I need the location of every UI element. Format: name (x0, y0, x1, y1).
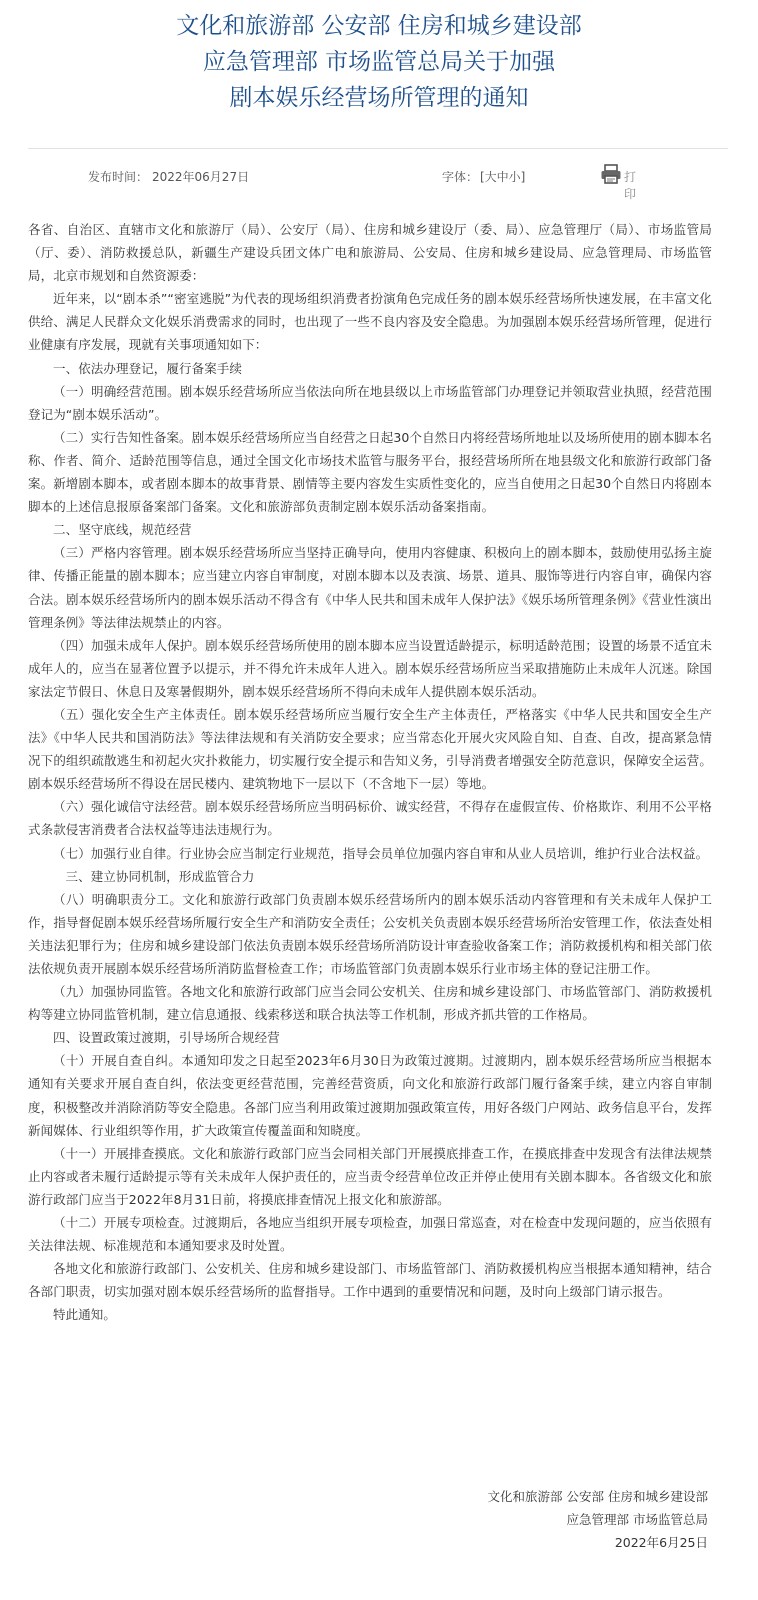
signature-line: 应急管理部 市场监管总局 (566, 1512, 708, 1527)
body-paragraph: （十一）开展排查摸底。文化和旅游行政部门应当会同相关部门开展摸底排查工作，在摸底排查中发现含有法律法规禁止内容或者未履行适龄提示等有关未成年人保护责任的，应当责令经营单位改正并停止使用有关剧本脚本。各省级文化和旅游行政部门应当于2022年8月31日前，将摸底排查情况上报文化和旅游部。 (28, 1145, 712, 1207)
title-divider (28, 148, 728, 149)
section-heading: 二、坚守底线，规范经营 (53, 522, 192, 538)
body-paragraph: （八）明确职责分工。文化和旅游行政部门负责剧本娱乐经营场所内的剧本娱乐活动内容管理和有关未成年人保护工作，指导督促剧本娱乐经营场所履行安全生产和消防安全责任；公安机关负责剧本娱乐经营场所治安管理工作，依法查处相关违法犯罪行为；住房和城乡建设部门依法负责剧本娱乐经营场所消防设计审查验收备案工作；消防救援机构和相关部门依法依规负责开展剧本娱乐经营场所消防监督检查工作；市场监管部门负责剧本娱乐行业市场主体的登记注册工作。 (28, 891, 712, 976)
section-heading: 三、建立协同机制，形成监管合力 (65, 868, 255, 884)
body-paragraph: （三）严格内容管理。剧本娱乐经营场所应当坚持正确导向，使用内容健康、积极向上的剧本脚本，鼓励使用弘扬主旋律、传播正能量的剧本脚本；应当建立内容自审制度，对剧本脚本以及表演、场景、道具、服饰等进行内容自审，确保内容合法。剧本娱乐经营场所内的剧本娱乐活动不得含有《中华人民共和国未成年人保护法》《娱乐场所管理条例》《营业性演出管理条例》等法律法规禁止的内容。 (28, 545, 712, 630)
article-body (28, 218, 712, 1327)
title-line: 文化和旅游部 公安部 住房和城乡建设部 (176, 13, 582, 39)
signature-date: 2022年6月25日 (614, 1535, 708, 1550)
section-heading: 一、依法办理登记，履行备案手续 (53, 360, 243, 376)
title-line: 应急管理部 市场监管总局关于加强 (202, 49, 556, 75)
body-paragraph: （十二）开展专项检查。过渡期后，各地应当组织开展专项检查，加强日常巡查，对在检查中发现问题的，应当依照有关法律法规、标准规范和本通知要求及时处置。 (28, 1215, 712, 1254)
section-heading: 四、设置政策过渡期，引导场所合规经营 (53, 1030, 280, 1046)
signature-block (488, 1485, 708, 1554)
intro-paragraph: 近年来，以“剧本杀”“密室逃脱”为代表的现场组织消费者扮演角色完成任务的剧本娱乐经营场所快速发展，在丰富文化供给、满足人民群众文化娱乐消费需求的同时，也出现了一些不良内容及安全隐患。为加强剧本娱乐经营场所管理，促进行业健康有序发展，现就有关事项通知如下： (28, 291, 712, 353)
font-size-label: 字体： (442, 170, 479, 184)
meta-bar (0, 162, 758, 201)
publish-label: 发布时间： (88, 170, 149, 184)
print-label: 打印 (624, 170, 637, 201)
closing-paragraph: 各地文化和旅游行政部门、公安机关、住房和城乡建设部门、市场监管部门、消防救援机构应当根据本通知精神，结合各部门职责，切实加强对剧本娱乐经营场所的监督指导。工作中遇到的重要情况和问题，及时向上级部门请示报告。 (28, 1261, 712, 1300)
font-size-selector[interactable]: [大中小] (480, 170, 526, 184)
addressee-paragraph: 各省、自治区、直辖市文化和旅游厅（局）、公安厅（局）、住房和城乡建设厅（委、局）、应急管理厅（局）、市场监管局（厅、委）、消防救援总队，新疆生产建设兵团文体广电和旅游局、公安局、住房和城乡建设局、应急管理局、市场监管局，北京市规划和自然资源委： (28, 222, 712, 284)
publish-date: 2022年06月27日 (152, 170, 250, 184)
printer-icon (600, 163, 622, 185)
body-paragraph: （四）加强未成年人保护。剧本娱乐经营场所使用的剧本脚本应当设置适龄提示，标明适龄范围；设置的场景不适宜未成年人的，应当在显著位置予以提示，并不得允许未成年人进入。剧本娱乐经营场所应当采取措施防止未成年人沉迷。除国家法定节假日、休息日及寒暑假期外，剧本娱乐经营场所不得向未成年人提供剧本娱乐活动。 (28, 637, 712, 699)
document-title (0, 8, 758, 116)
body-paragraph: （五）强化安全生产主体责任。剧本娱乐经营场所应当履行安全生产主体责任，严格落实《中华人民共和国安全生产法》《中华人民共和国消防法》等法律法规和有关消防安全要求；应当常态化开展火灾风险自知、自查、自改，提高紧急情况下的组织疏散逃生和初起火灾扑救能力，切实履行安全提示和告知义务，引导消费者增强安全防范意识，保障安全运营。剧本娱乐经营场所不得设在居民楼内、建筑物地下一层以下（不含地下一层）等地。 (28, 706, 712, 792)
body-paragraph: （六）强化诚信守法经营。剧本娱乐经营场所应当明码标价、诚实经营，不得存在虚假宣传、价格欺诈、利用不公平格式条款侵害消费者合法权益等违法违规行为。 (28, 799, 712, 838)
body-paragraph: （一）明确经营范围。剧本娱乐经营场所应当依法向所在地县级以上市场监管部门办理登记并领取营业执照，经营范围登记为“剧本娱乐活动”。 (28, 383, 712, 422)
notice-line: 特此通知。 (53, 1307, 117, 1323)
body-paragraph: （九）加强协同监管。各地文化和旅游行政部门应当会同公安机关、住房和城乡建设部门、市场监管部门、消防救援机构等建立协同监管机制，建立信息通报、线索移送和联合执法等工作机制，形成齐抓共管的工作格局。 (28, 984, 712, 1023)
body-paragraph: （十）开展自查自纠。本通知印发之日起至2023年6月30日为政策过渡期。过渡期内，剧本娱乐经营场所应当根据本通知有关要求开展自查自纠，依法变更经营范围，完善经营资质，向文化和旅游行政部门履行备案手续，建立内容自审制度，积极整改并消除消防等安全隐患。各部门应当利用政策过渡期加强政策宣传，用好各级门户网站、政务信息平台，发挥新闻媒体、行业组织等作用，扩大政策宣传覆盖面和知晓度。 (28, 1053, 712, 1138)
title-line: 剧本娱乐经营场所管理的通知 (229, 85, 529, 111)
body-paragraph: （二）实行告知性备案。剧本娱乐经营场所应当自经营之日起30个自然日内将经营场所地址以及场所使用的剧本脚本名称、作者、简介、适龄范围等信息，通过全国文化市场技术监管与服务平台，报经营场所所在地县级文化和旅游行政部门备案。新增剧本脚本，或者剧本脚本的故事背景、剧情等主要内容发生实质性变化的，应当自使用之日起30个自然日内将剧本脚本的上述信息报原备案部门备案。文化和旅游部负责制定剧本娱乐活动备案指南。 (28, 429, 712, 515)
body-paragraph: （七）加强行业自律。行业协会应当制定行业规范，指导会员单位加强内容自审和从业人员培训，维护行业合法权益。 (53, 845, 709, 861)
signature-line: 文化和旅游部 公安部 住房和城乡建设部 (487, 1489, 708, 1504)
